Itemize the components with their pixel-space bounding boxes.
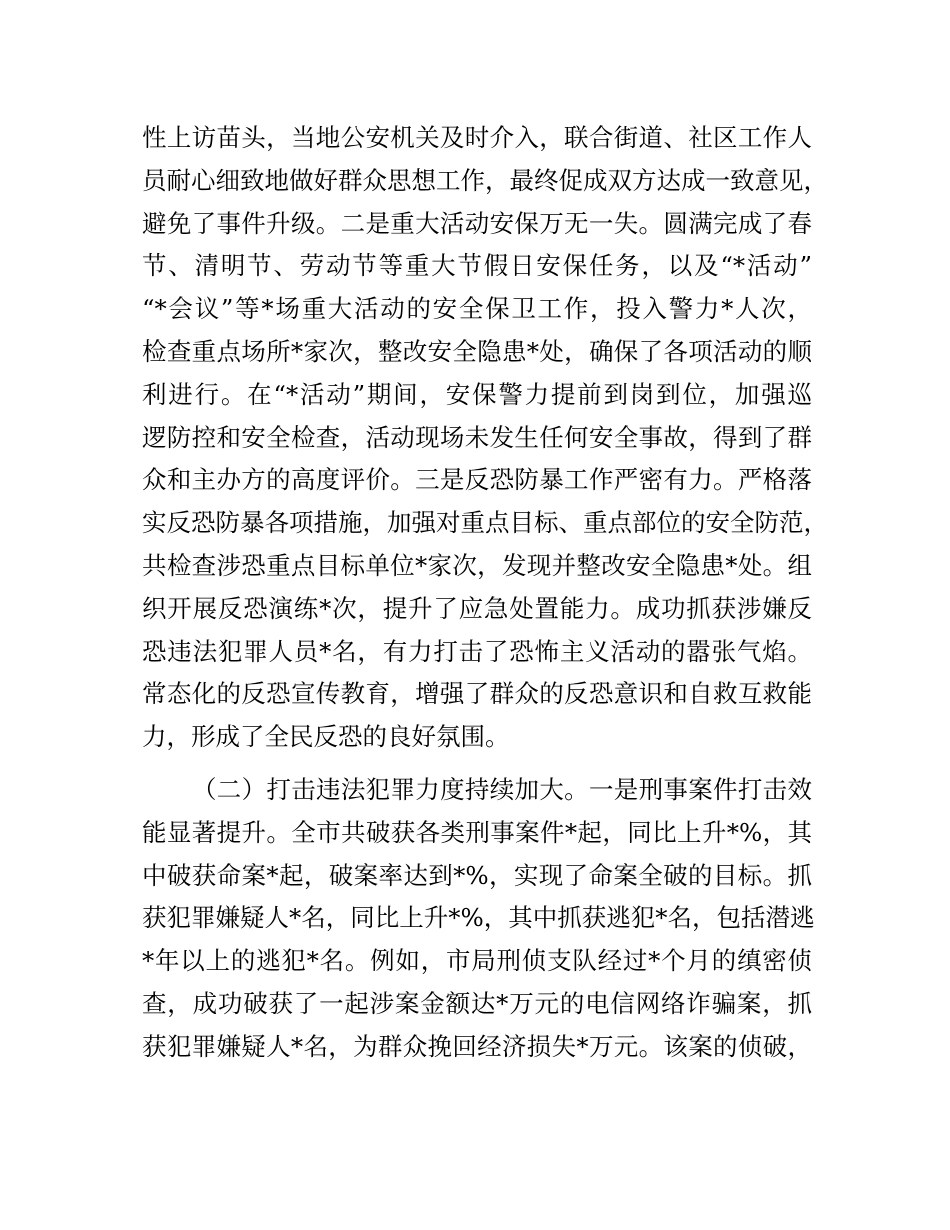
- paragraph-continued: [142, 117, 828, 759]
- document-text-block: [142, 117, 828, 1069]
- text-line-section-heading: （二）打击违法犯罪力度持续加大。一是刑事案件打击效: [192, 774, 812, 804]
- text-line: 利进行。在“*活动”期间，安保警力提前到岗到位，加强巡: [142, 379, 812, 409]
- text-line: 共检查涉恐重点目标单位*家次，发现并整改安全隐患*处。组: [142, 550, 812, 580]
- text-line: 织开展反恐演练*次，提升了应急处置能力。成功抓获涉嫌反: [142, 593, 812, 623]
- text-line: 获犯罪嫌疑人*名，为群众挽回经济损失*万元。该案的侦破，: [142, 1031, 812, 1061]
- text-line: 查，成功破获了一起涉案金额达*万元的电信网络诈骗案，抓: [142, 988, 812, 1018]
- text-line: 实反恐防暴各项措施，加强对重点目标、重点部位的安全防范，: [142, 508, 828, 538]
- text-line: 中破获命案*起，破案率达到*%，实现了命案全破的目标。抓: [142, 860, 812, 890]
- text-line: 恐违法犯罪人员*名，有力打击了恐怖主义活动的嚣张气焰。: [142, 636, 812, 666]
- text-line: 员耐心细致地做好群众思想工作，最终促成双方达成一致意见，: [142, 165, 828, 195]
- text-line: “*会议”等*场重大活动的安全保卫工作，投入警力*人次，: [142, 294, 812, 324]
- text-line: 力，形成了全民反恐的良好氛围。: [142, 722, 510, 752]
- text-line: 获犯罪嫌疑人*名，同比上升*%，其中抓获逃犯*名，包括潜逃: [142, 903, 815, 933]
- paragraph-section-2: [142, 769, 815, 1069]
- text-line: 节、清明节、劳动节等重大节假日安保任务，以及“*活动”: [142, 251, 812, 281]
- text-line: 众和主办方的高度评价。三是反恐防暴工作严密有力。严格落: [142, 465, 812, 495]
- text-line: 逻防控和安全检查，活动现场未发生任何安全事故，得到了群: [142, 422, 812, 452]
- text-line: 检查重点场所*家次，整改安全隐患*处，确保了各项活动的顺: [142, 336, 812, 366]
- text-line: *年以上的逃犯*名。例如，市局刑侦支队经过*个月的缜密侦: [142, 946, 812, 976]
- text-line: 性上访苗头，当地公安机关及时介入，联合街道、社区工作人: [142, 123, 812, 152]
- text-line: 常态化的反恐宣传教育，增强了群众的反恐意识和自救互救能: [142, 679, 812, 709]
- text-line: 避免了事件升级。二是重大活动安保万无一失。圆满完成了春: [142, 208, 812, 238]
- text-line: 能显著提升。全市共破获各类刑事案件*起，同比上升*%，其: [142, 817, 812, 847]
